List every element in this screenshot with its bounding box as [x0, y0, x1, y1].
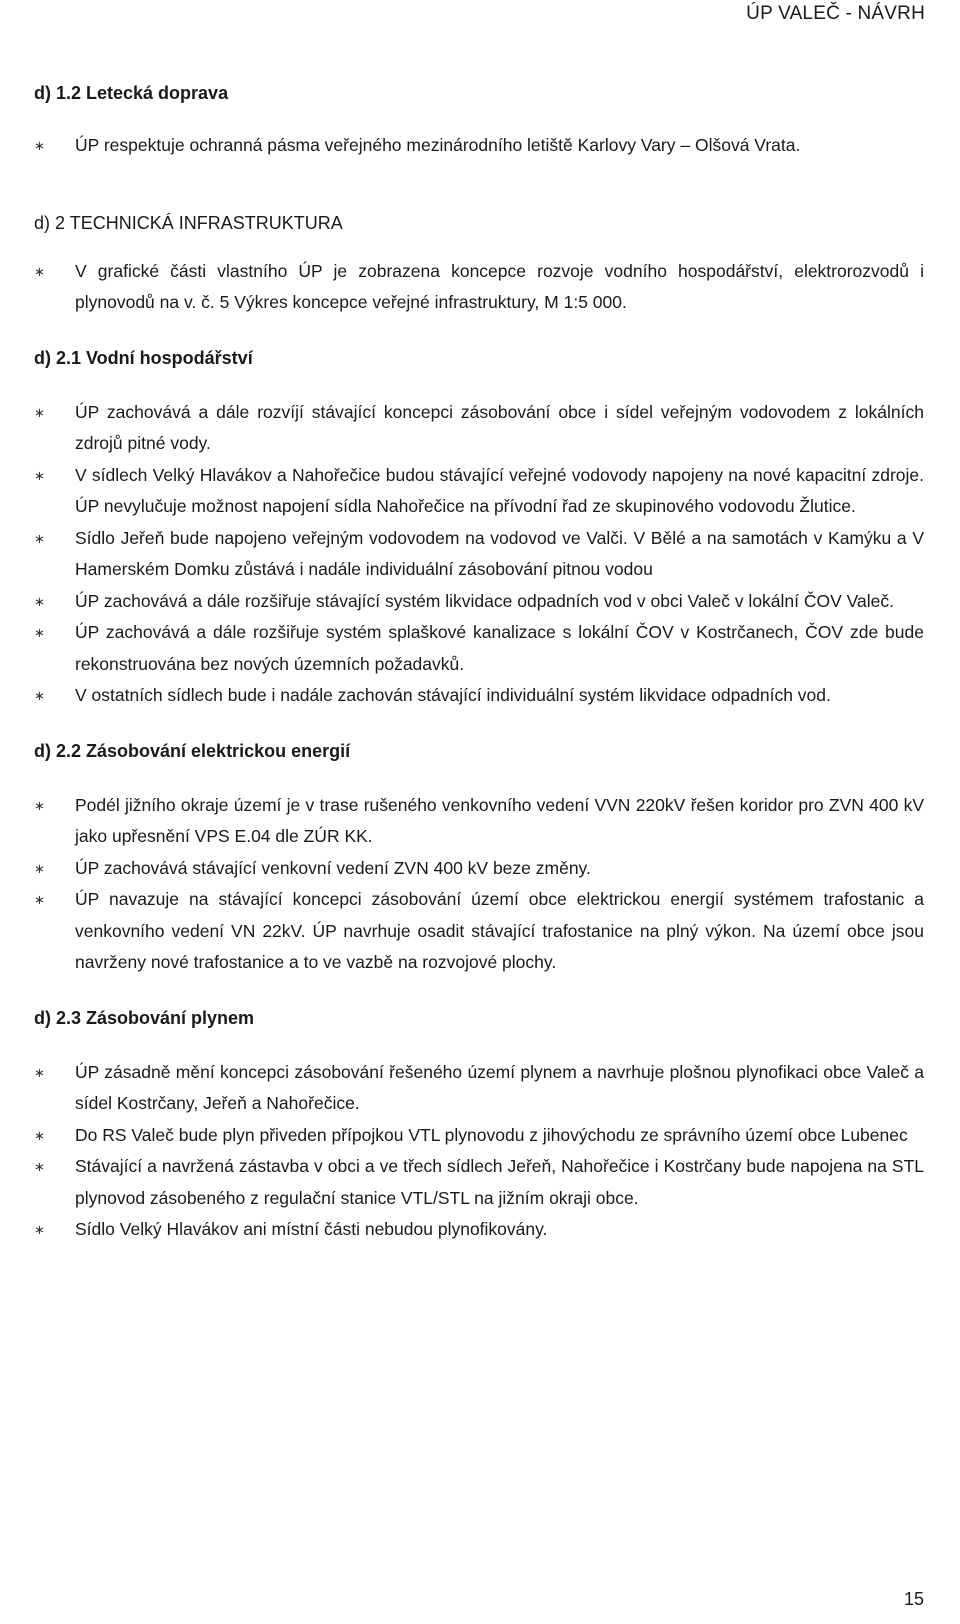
bullet-star-icon: ∗ [34, 404, 45, 420]
bullet-star-icon: ∗ [34, 797, 45, 813]
section-technicka-infrastruktura [34, 210, 924, 319]
list-item [34, 853, 924, 885]
bullet-star-icon: ∗ [34, 263, 45, 279]
list-item-text: ÚP respektuje ochranná pásma veřejného mezinárodního letiště Karlovy Vary – Olšová Vrata. [75, 135, 801, 155]
section-zasobovani-plynem [34, 1005, 924, 1246]
list-item-text: ÚP zachovává a dále rozvíjí stávající koncepci zásobování obce i sídel veřejným vodovodem z lokálních zdrojů pitné vody. [75, 401, 924, 453]
section-vodni-hospodarstvi [34, 345, 924, 712]
list-item-text: Do RS Valeč bude plyn přiveden přípojkou VTL plynovodu z jihovýchodu ze správního území obce Lubenec [75, 1124, 908, 1145]
list-item-text: Sídlo Velký Hlavákov ani místní části nebudou plynofikovány. [75, 1219, 548, 1239]
list-item-text: ÚP zachovává a dále rozšiřuje systém splaškové kanalizace s lokální ČOV v Kostrčanech, ČOV zde bude rekonstruována bez nových územních požadavků. [75, 622, 924, 674]
section-heading: d) 2 TECHNICKÁ INFRASTRUKTURA [34, 212, 343, 233]
bullet-list [34, 397, 924, 712]
page-header-title: ÚP VALEČ - NÁVRH [746, 3, 925, 24]
bullet-star-icon: ∗ [34, 138, 45, 153]
list-item [34, 397, 924, 460]
bullet-star-icon: ∗ [34, 1064, 45, 1080]
list-item-text: ÚP zachovává stávající venkovní vedení ZVN 400 kV beze změny. [75, 857, 591, 878]
bullet-star-icon: ∗ [34, 1222, 45, 1237]
list-item [34, 130, 924, 162]
list-item [34, 1151, 924, 1214]
list-item [34, 790, 924, 853]
bullet-star-icon: ∗ [34, 593, 45, 609]
list-item [34, 884, 924, 979]
list-item [34, 617, 924, 680]
list-item [34, 1120, 924, 1152]
section-heading: d) 2.2 Zásobování elektrickou energií [34, 740, 351, 761]
bullet-star-icon: ∗ [34, 860, 45, 876]
bullet-star-icon: ∗ [34, 625, 45, 640]
section-heading: d) 1.2 Letecká doprava [34, 83, 229, 103]
bullet-list [34, 1057, 924, 1246]
section-heading: d) 2.1 Vodní hospodářství [34, 347, 253, 368]
list-item [34, 586, 924, 618]
bullet-list [34, 130, 924, 162]
list-item-text: Stávající a navržená zástavba v obci a ve třech sídlech Jeřeň, Nahořečice i Kostrčany bude napojena na STL plynovod zásobeného z regulační stanice VTL/STL na jižním okraji obce. [75, 1156, 924, 1208]
list-item-text: V sídlech Velký Hlavákov a Nahořečice budou stávající veřejné vodovody napojeny na nové kapacitní zdroje. ÚP nevylučuje možnost napojení sídla Nahořečice na přívodní řad ze skupinového vodovodu Žlutice. [75, 464, 924, 516]
list-item-text: Sídlo Jeřeň bude napojeno veřejným vodovodem na vodovod ve Valči. V Bělé a na samotách v Kamýku a V Hamerském Domku zůstává i nadále individuální zásobování pitnou vodou [75, 527, 924, 579]
section-heading: d) 2.3 Zásobování plynem [34, 1007, 255, 1028]
section-zasobovani-elektrickou-energii [34, 738, 924, 979]
bullet-star-icon: ∗ [34, 688, 45, 703]
bullet-star-icon: ∗ [34, 467, 45, 483]
page-number: 15 [903, 1589, 924, 1609]
list-item-text: ÚP navazuje na stávající koncepci zásobování území obce elektrickou energií systémem trafostanic a venkovního vedení VN 22kV. ÚP navrhuje osadit stávající trafostanice na plný výkon. Na území obce jsou navrženy nové trafostanice a to ve vazbě na rozvojové plochy. [75, 889, 924, 972]
document-body [34, 80, 924, 1246]
bullet-list [34, 790, 924, 979]
list-item-text: Podél jižního okraje území je v trase rušeného venkovního vedení VVN 220kV řešen koridor pro ZVN 400 kV jako upřesnění VPS E.04 dle ZÚR KK. [75, 794, 924, 846]
list-item [34, 460, 924, 523]
list-item-text: ÚP zásadně mění koncepci zásobování řešeného území plynem a navrhuje plošnou plynofikaci obce Valeč a sídel Kostrčany, Jeřeň a Nahořečice. [75, 1061, 924, 1113]
bullet-list [34, 256, 924, 319]
list-item-text: V ostatních sídlech bude i nadále zachován stávající individuální systém likvidace odpadních vod. [75, 685, 831, 705]
list-item [34, 1057, 924, 1120]
list-item-text: ÚP zachovává a dále rozšiřuje stávající systém likvidace odpadních vod v obci Valeč v lokální ČOV Valeč. [75, 590, 895, 611]
list-item-text: V grafické části vlastního ÚP je zobrazena koncepce rozvoje vodního hospodářství, elektrorozvodů i plynovodů na v. č. 5 Výkres koncepce veřejné infrastruktury, M 1:5 000. [75, 260, 924, 312]
bullet-star-icon: ∗ [34, 530, 45, 546]
list-item [34, 680, 924, 712]
list-item [34, 256, 924, 319]
list-item [34, 1214, 924, 1246]
bullet-star-icon: ∗ [34, 892, 45, 907]
bullet-star-icon: ∗ [34, 1159, 45, 1174]
list-item [34, 523, 924, 586]
section-letecka-doprava [34, 80, 924, 162]
bullet-star-icon: ∗ [34, 1127, 45, 1143]
